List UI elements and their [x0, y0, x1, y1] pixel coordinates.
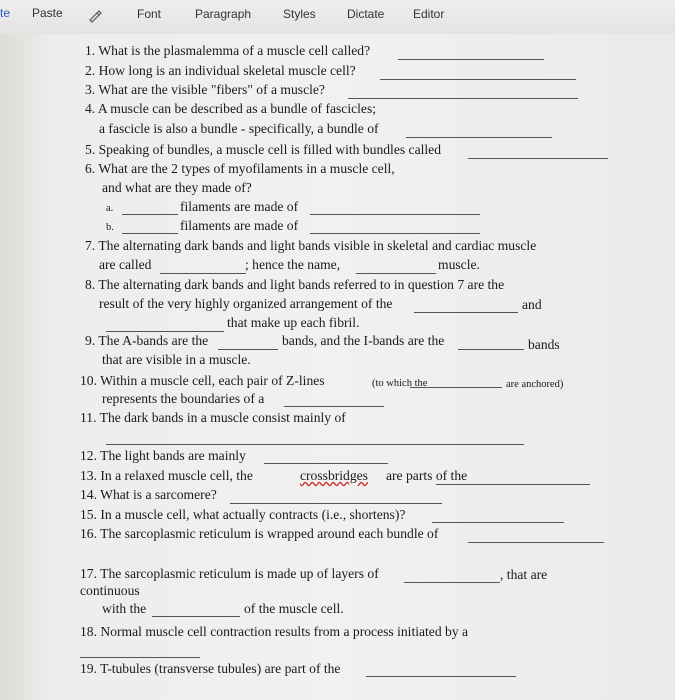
- question-13b: crossbridges: [300, 468, 368, 483]
- answer-blank-11[interactable]: [106, 444, 524, 445]
- question-4-line-1: 4. A muscle can be described as a bundle of fascicles;: [85, 101, 377, 116]
- answer-blank-14[interactable]: [230, 503, 442, 504]
- answer-blank-8-2[interactable]: [106, 331, 224, 332]
- answer-blank-19[interactable]: [366, 676, 516, 677]
- answer-blank-2[interactable]: [380, 79, 576, 80]
- question-10-line-1c: are anchored): [506, 379, 564, 390]
- question-6a-label: a.: [106, 203, 114, 214]
- answer-blank-10-1[interactable]: [410, 387, 502, 388]
- question-7-line-1: 7. The alternating dark bands and light bands visible in skeletal and cardiac muscle: [85, 238, 537, 253]
- question-17-line-1b: , that are: [500, 567, 548, 582]
- answer-blank-15[interactable]: [432, 522, 564, 523]
- question-10-line-1b: (to which the: [372, 378, 428, 389]
- question-12: 12. The light bands are mainly: [80, 448, 246, 463]
- question-8-line-2a: result of the very highly organized arrangement of the: [99, 296, 393, 311]
- answer-blank-16[interactable]: [468, 542, 604, 543]
- question-17-line-2: continuous: [80, 583, 140, 598]
- dictate-button[interactable]: Dictate: [347, 7, 385, 21]
- answer-blank-6b-1[interactable]: [122, 233, 178, 234]
- answer-blank-17-2[interactable]: [152, 616, 240, 617]
- question-9-line-2: that are visible in a muscle.: [102, 352, 251, 367]
- answer-blank-6b-2[interactable]: [310, 233, 480, 234]
- question-16: 16. The sarcoplasmic reticulum is wrapped around each bundle of: [80, 526, 439, 541]
- question-13c: are parts of the: [386, 468, 468, 483]
- answer-blank-6a-1[interactable]: [122, 214, 178, 215]
- format-painter-icon[interactable]: [88, 9, 102, 23]
- question-3: 3. What are the visible "fibers" of a muscle?: [85, 82, 325, 97]
- question-15: 15. In a muscle cell, what actually contracts (i.e., shortens)?: [80, 507, 406, 522]
- paste-button[interactable]: Paste: [32, 6, 63, 20]
- question-6-line-1: 6. What are the 2 types of myofilaments in a muscle cell,: [85, 161, 395, 176]
- question-17-line-1a: 17. The sarcoplasmic reticulum is made up of layers of: [80, 566, 379, 581]
- question-17-line-3a: with the: [102, 601, 147, 616]
- answer-blank-9-2[interactable]: [458, 349, 524, 350]
- question-5: 5. Speaking of bundles, a muscle cell is filled with bundles called: [85, 142, 441, 157]
- editor-button[interactable]: Editor: [413, 7, 445, 21]
- question-1: 1. What is the plasmalemma of a muscle cell called?: [85, 43, 371, 58]
- answer-blank-7-2[interactable]: [356, 273, 436, 274]
- question-18: 18. Normal muscle cell contraction results from a process initiated by a: [80, 624, 469, 639]
- paragraph-group-button[interactable]: Paragraph: [195, 7, 252, 21]
- question-7-line-2c: muscle.: [438, 257, 480, 272]
- question-6b-text: filaments are made of: [180, 218, 299, 233]
- font-group-button[interactable]: Font: [137, 7, 162, 21]
- answer-blank-9-1[interactable]: [218, 349, 278, 350]
- answer-blank-18[interactable]: [80, 657, 200, 658]
- answer-blank-7-1[interactable]: [160, 273, 246, 274]
- question-9-line-1a: 9. The A-bands are the: [85, 333, 209, 348]
- question-13a: 13. In a relaxed muscle cell, the: [80, 468, 253, 483]
- question-7-line-2a: are called: [99, 257, 152, 272]
- question-8-line-3: that make up each fibril.: [227, 315, 360, 330]
- styles-group-button[interactable]: Styles: [283, 7, 316, 21]
- answer-blank-4[interactable]: [406, 137, 552, 138]
- question-10-line-2: represents the boundaries of a: [102, 391, 265, 406]
- question-14: 14. What is a sarcomere?: [80, 487, 217, 502]
- answer-blank-6a-2[interactable]: [310, 214, 480, 215]
- question-19: 19. T-tubules (transverse tubules) are part of the: [80, 661, 341, 676]
- answer-blank-12[interactable]: [264, 463, 388, 464]
- question-17-line-3b: of the muscle cell.: [244, 601, 344, 616]
- answer-blank-13[interactable]: [436, 484, 590, 485]
- question-2: 2. How long is an individual skeletal muscle cell?: [85, 63, 356, 78]
- question-10-line-1a: 10. Within a muscle cell, each pair of Z-lines: [80, 373, 325, 388]
- answer-blank-17-1[interactable]: [404, 582, 500, 583]
- answer-blank-8-1[interactable]: [414, 312, 518, 313]
- tab-cut-off[interactable]: te: [0, 6, 11, 20]
- answer-blank-3[interactable]: [348, 98, 578, 99]
- ribbon-toolbar: [0, 0, 675, 35]
- answer-blank-5[interactable]: [468, 158, 608, 159]
- question-6b-label: b.: [106, 222, 114, 233]
- question-11: 11. The dark bands in a muscle consist mainly of: [80, 410, 346, 425]
- question-8-line-1: 8. The alternating dark bands and light bands referred to in question 7 are the: [85, 277, 505, 292]
- question-7-line-2b: ; hence the name,: [245, 257, 341, 272]
- answer-blank-1[interactable]: [398, 59, 544, 60]
- answer-blank-10-2[interactable]: [284, 406, 384, 407]
- question-6a-text: filaments are made of: [180, 199, 299, 214]
- question-4-line-2: a fascicle is also a bundle - specifically, a bundle of: [99, 121, 379, 136]
- question-8-line-2b: and: [522, 297, 542, 312]
- question-9-line-1c: bands: [528, 337, 560, 352]
- question-9-line-1b: bands, and the I-bands are the: [282, 333, 445, 348]
- question-6-line-2: and what are they made of?: [102, 180, 252, 195]
